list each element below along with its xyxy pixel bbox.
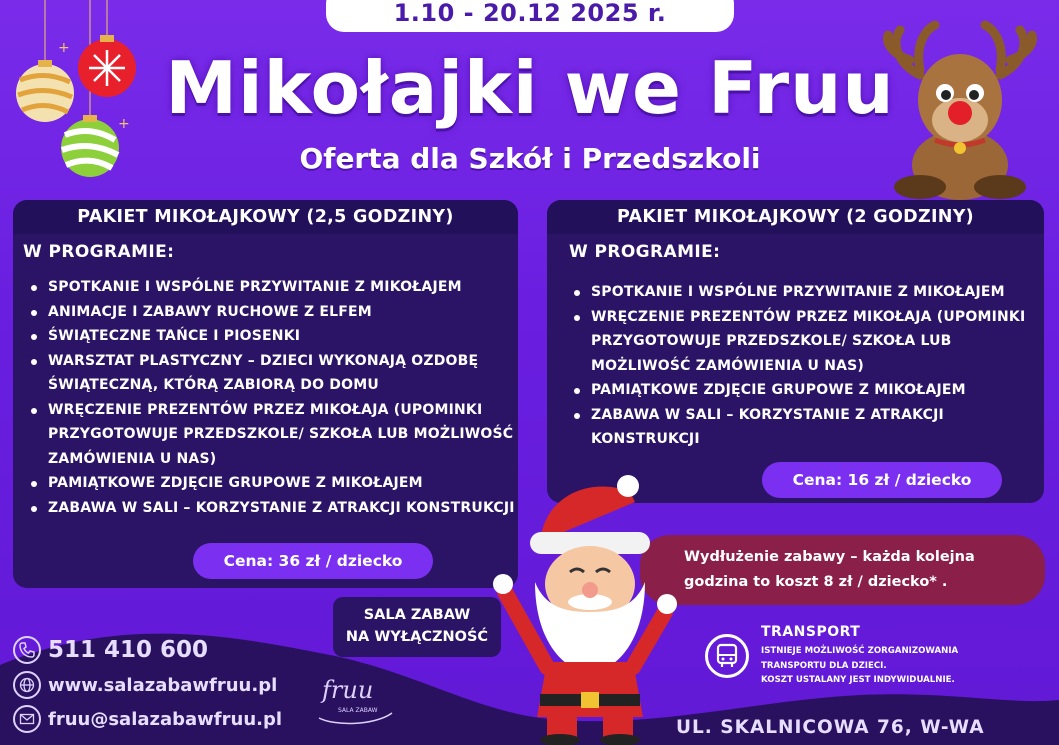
- price-badge: Cena: 36 zł / dziecko: [193, 543, 433, 579]
- program-list: [26, 275, 516, 520]
- list-item: ZABAWA W SALI – KORZYSTANIE Z ATRAKCJI KONSTRUKCJI: [26, 496, 516, 521]
- transport-title: TRANSPORT: [761, 624, 861, 640]
- package-panel-left: [13, 200, 518, 588]
- exclusive-line: NA WYŁĄCZNOŚĆ: [345, 629, 489, 645]
- list-item: SPOTKANIE I WSPÓLNE PRZYWITANIE Z MIKOŁAJEM: [569, 280, 1029, 305]
- christmas-ornaments-decoration: [0, 0, 150, 190]
- transport-line: ISTNIEJE MOŻLIWOŚĆ ZORGANIZOWANIA: [761, 646, 959, 656]
- svg-text:+: +: [58, 40, 70, 56]
- list-item: PAMIĄTKOWE ZDJĘCIE GRUPOWE Z MIKOŁAJEM: [569, 378, 1029, 403]
- program-list: [569, 280, 1029, 452]
- logo-tagline: SALA ZABAW: [338, 707, 378, 714]
- svg-text:+: +: [118, 116, 130, 132]
- contact-website[interactable]: [13, 671, 277, 699]
- date-range-pill: [326, 0, 734, 32]
- list-item: WARSZTAT PLASTYCZNY – DZIECI WYKONAJĄ OZDOBĘ ŚWIĄTECZNĄ, KTÓRĄ ZABIORĄ DO DOMU: [26, 349, 516, 398]
- page-title: Mikołajki we Fruu: [165, 46, 895, 130]
- program-label: W PROGRAMIE:: [23, 242, 175, 262]
- list-item: ŚWIĄTECZNE TAŃCE I PIOSENKI: [26, 324, 516, 349]
- envelope-icon: [13, 705, 41, 733]
- extension-line: godzina to koszt 8 zł / dziecko* .: [684, 574, 948, 590]
- list-item: ANIMACJE I ZABAWY RUCHOWE Z ELFEM: [26, 300, 516, 325]
- transport-line: KOSZT USTALANY JEST INDYWIDUALNIE.: [761, 675, 955, 685]
- list-item: SPOTKANIE I WSPÓLNE PRZYWITANIE Z MIKOŁAJEM: [26, 275, 516, 300]
- phone-number: 511 410 600: [48, 637, 209, 663]
- exclusive-room-badge: [333, 597, 501, 657]
- extension-note: [640, 535, 1045, 605]
- email-link: fruu@salazabawfruu.pl: [48, 708, 283, 730]
- package-heading: PAKIET MIKOŁAJKOWY (2,5 GODZINY): [13, 200, 518, 234]
- website-link: www.salazabawfruu.pl: [48, 674, 278, 696]
- list-item: ZABAWA W SALI – KORZYSTANIE Z ATRAKCJI KONSTRUKCJI: [569, 403, 1029, 452]
- bus-icon: [705, 634, 749, 678]
- contact-phone[interactable]: [13, 636, 208, 664]
- contact-email[interactable]: [13, 705, 282, 733]
- logo-text: fruu: [322, 676, 374, 704]
- extension-line: Wydłużenie zabawy – każda kolejna: [684, 549, 975, 565]
- list-item: PAMIĄTKOWE ZDJĘCIE GRUPOWE Z MIKOŁAJEM: [26, 471, 516, 496]
- transport-description: [761, 644, 1001, 688]
- package-heading: PAKIET MIKOŁAJKOWY (2 GODZINY): [547, 200, 1044, 234]
- list-item: WRĘCZENIE PREZENTÓW PRZEZ MIKOŁAJA (UPOMINKI PRZYGOTOWUJE PRZEDSZKOLE/ SZKOŁA LUB MOŻLIWOŚĆ ZAMÓWIENIA U NAS): [569, 305, 1029, 379]
- santa-illustration: [485, 472, 695, 745]
- globe-icon: [13, 671, 41, 699]
- page-subtitle: Oferta dla Szkół i Przedszkoli: [299, 142, 761, 175]
- list-item: WRĘCZENIE PREZENTÓW PRZEZ MIKOŁAJA (UPOMINKI PRZYGOTOWUJE PRZEDSZKOLE/ SZKOŁA LUB MOŻLIWOŚĆ ZAMÓWIENIA U NAS): [26, 398, 516, 472]
- program-label: W PROGRAMIE:: [569, 242, 721, 262]
- phone-icon: [13, 636, 41, 664]
- address: UL. SKALNICOWA 76, W-WA: [676, 717, 985, 738]
- fruu-logo: [314, 668, 400, 730]
- transport-line: TRANSPORTU DLA DZIECI.: [761, 660, 887, 671]
- date-range: 1.10 - 20.12 2025 r.: [393, 0, 667, 27]
- price-badge: Cena: 16 zł / dziecko: [762, 462, 1002, 498]
- exclusive-line: SALA ZABAW: [363, 607, 471, 623]
- package-panel-right: [547, 200, 1044, 503]
